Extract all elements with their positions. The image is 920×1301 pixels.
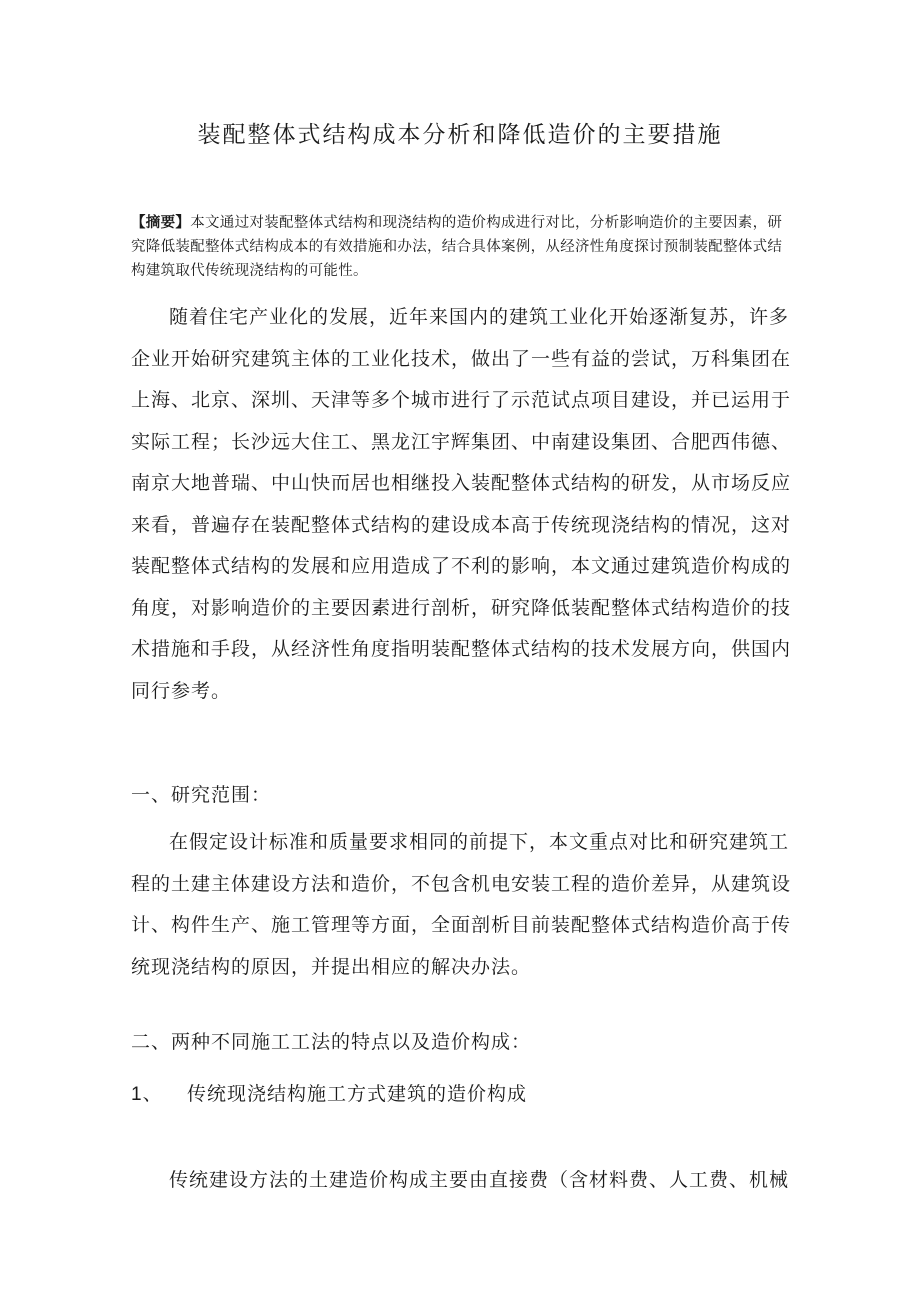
section-2-heading: 二、两种不同施工工法的特点以及造价构成： xyxy=(131,1031,532,1053)
abstract-tag: 【摘要】 xyxy=(131,214,191,231)
document-title: 装配整体式结构成本分析和降低造价的主要措施 xyxy=(197,122,723,148)
intro-paragraph: 随着住宅产业化的发展，近年来国内的建筑工业化开始逐渐复苏，许多企业开始研究建筑主体的工业化技术，做出了一些有益的尝试，万科集团在上海、北京、深圳、天津等多个城市进行了示范试点项目建设，并已运用于实际工程；长沙远大住工、黑龙江宇辉集团、中南建设集团、合肥西伟德、南京大地普瑞、中山快而居也相继投入装配整体式结构的研发，从市场反应来看，普遍存在装配整体式结构的建设成本高于传统现浇结构的情况，这对装配整体式结构的发展和应用造成了不利的影响，本文通过建筑造价构成的角度，对影响造价的主要因素进行剖析，研究降低装配整体式结构造价的技术措施和手段，从经济性角度指明装配整体式结构的技术发展方向，供国内同行参考。 xyxy=(131,306,792,702)
abstract-text: 本文通过对装配整体式结构和现浇结构的造价构成进行对比，分析影响造价的主要因素，研究降低装配整体式结构成本的有效措施和办法，结合具体案例，从经济性角度探讨预制装配整体式结构建筑取代传统现浇结构的可能性。 xyxy=(131,215,783,279)
subheading-title: 传统现浇结构施工方式建筑的造价构成 xyxy=(187,1083,528,1105)
subheading-number: 1、 xyxy=(131,1084,163,1105)
abstract-block xyxy=(131,211,791,283)
section-1-heading: 一、研究范围： xyxy=(131,784,272,806)
section-2-paragraph: 传统建设方法的土建造价构成主要由直接费（含材料费、人工费、机械 xyxy=(169,1169,790,1191)
section-2-subheading-1 xyxy=(131,1077,791,1112)
section-1-paragraph: 在假定设计标准和质量要求相同的前提下，本文重点对比和研究建筑工程的土建主体建设方法和造价，不包含机电安装工程的造价差异，从建筑设计、构件生产、施工管理等方面，全面剖析目前装配整体式结构造价高于传统现浇结构的原因，并提出相应的解决办法。 xyxy=(131,831,792,978)
